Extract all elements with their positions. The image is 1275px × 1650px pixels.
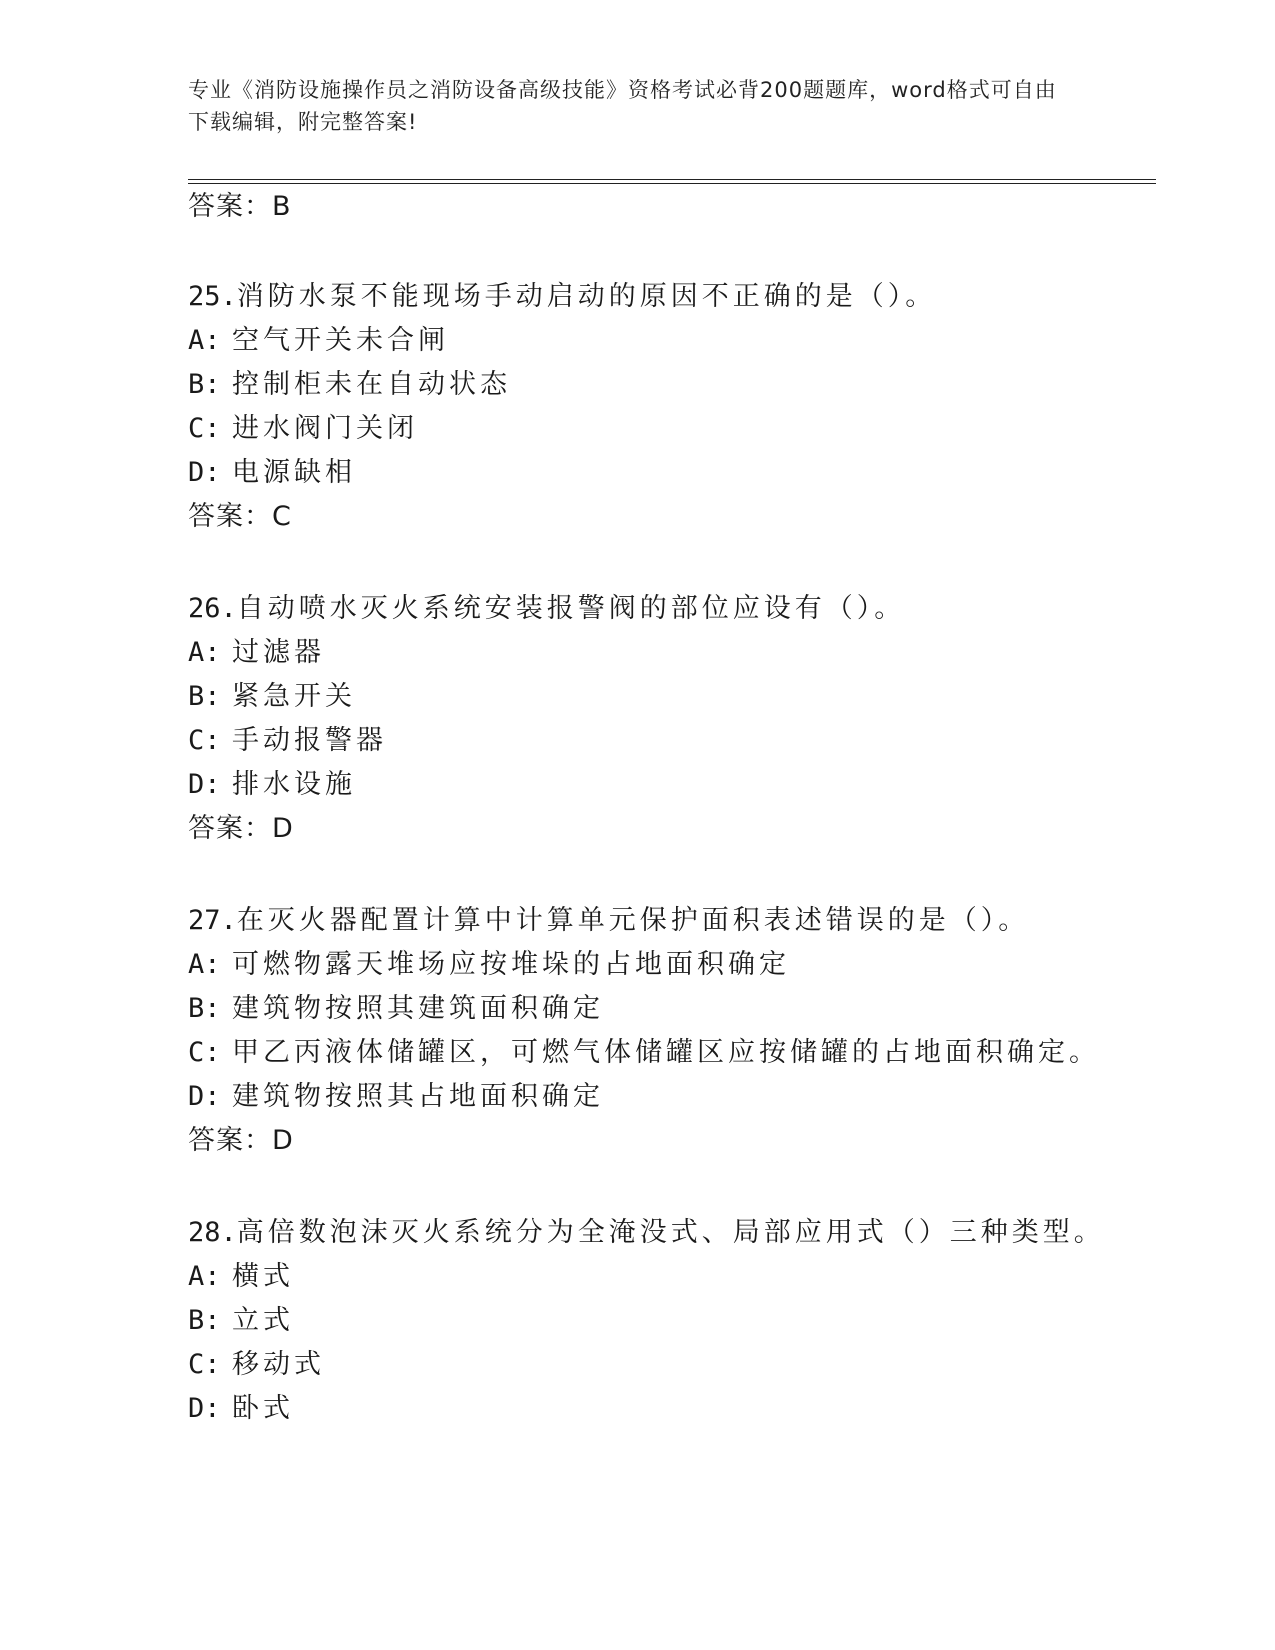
question-number: 28. (188, 1217, 237, 1248)
option-label: D: (188, 1081, 221, 1112)
question-text: 高倍数泡沫灭火系统分为全淹没式、局部应用式（）三种类型。 (236, 1217, 1105, 1248)
option-label: B: (188, 681, 221, 712)
option-d (188, 1080, 604, 1114)
question-number: 25. (188, 281, 237, 312)
answer: 答案：D (188, 1125, 294, 1156)
option-b (188, 368, 511, 402)
option-label: B: (188, 1305, 221, 1336)
option-text: 排水设施 (232, 769, 356, 800)
question-text: 在灭火器配置计算中计算单元保护面积表述错误的是（）。 (236, 905, 1030, 936)
question-stem (188, 904, 1029, 938)
option-label: B: (188, 369, 221, 400)
option-text: 电源缺相 (232, 457, 356, 488)
option-text: 紧急开关 (232, 681, 356, 712)
answer: 答案：D (188, 813, 294, 844)
option-label: C: (188, 1349, 221, 1380)
question-number: 26. (188, 593, 237, 624)
option-a (188, 1260, 294, 1294)
option-label: C: (188, 725, 221, 756)
option-a (188, 636, 325, 670)
option-a (188, 948, 790, 982)
option-d (188, 1392, 294, 1426)
answer: 答案：C (188, 501, 292, 532)
option-text: 立式 (232, 1305, 294, 1336)
question-stem (188, 280, 936, 314)
question-stem (188, 1216, 1105, 1250)
option-c (188, 724, 387, 758)
option-label: B: (188, 993, 221, 1024)
document-intro: 专业《消防设施操作员之消防设备高级技能》资格考试必背200题题库，word格式可自由下载编辑，附完整答案! (188, 78, 1057, 134)
option-label: D: (188, 457, 221, 488)
option-text: 移动式 (232, 1349, 325, 1380)
option-c (188, 1036, 1100, 1070)
option-text: 卧式 (232, 1393, 294, 1424)
question-number: 27. (188, 905, 237, 936)
option-c (188, 1348, 325, 1382)
question-text: 消防水泵不能现场手动启动的原因不正确的是（）。 (236, 281, 937, 312)
option-label: A: (188, 637, 221, 668)
question-text: 自动喷水灭火系统安装报警阀的部位应设有（）。 (236, 593, 906, 624)
option-label: A: (188, 325, 221, 356)
option-text: 甲乙丙液体储罐区，可燃气体储罐区应按储罐的占地面积确定。 (232, 1037, 1100, 1068)
option-text: 可燃物露天堆场应按堆垛的占地面积确定 (232, 949, 790, 980)
option-b (188, 1304, 294, 1338)
option-c (188, 412, 418, 446)
option-b (188, 680, 356, 714)
option-text: 控制柜未在自动状态 (232, 369, 511, 400)
option-d (188, 768, 356, 802)
option-text: 过滤器 (232, 637, 325, 668)
option-label: D: (188, 1393, 221, 1424)
option-b (188, 992, 604, 1026)
option-text: 建筑物按照其建筑面积确定 (232, 993, 604, 1024)
option-label: D: (188, 769, 221, 800)
header-divider-top (188, 179, 1156, 180)
option-label: C: (188, 413, 221, 444)
option-d (188, 456, 356, 490)
option-text: 横式 (232, 1261, 294, 1292)
option-text: 进水阀门关闭 (232, 413, 418, 444)
previous-answer: 答案：B (188, 191, 292, 222)
option-text: 手动报警器 (232, 725, 387, 756)
question-stem (188, 592, 905, 626)
header-divider-bottom (188, 183, 1156, 184)
option-label: A: (188, 949, 221, 980)
option-a (188, 324, 449, 358)
option-text: 空气开关未合闸 (232, 325, 449, 356)
option-text: 建筑物按照其占地面积确定 (232, 1081, 604, 1112)
option-label: A: (188, 1261, 221, 1292)
option-label: C: (188, 1037, 221, 1068)
